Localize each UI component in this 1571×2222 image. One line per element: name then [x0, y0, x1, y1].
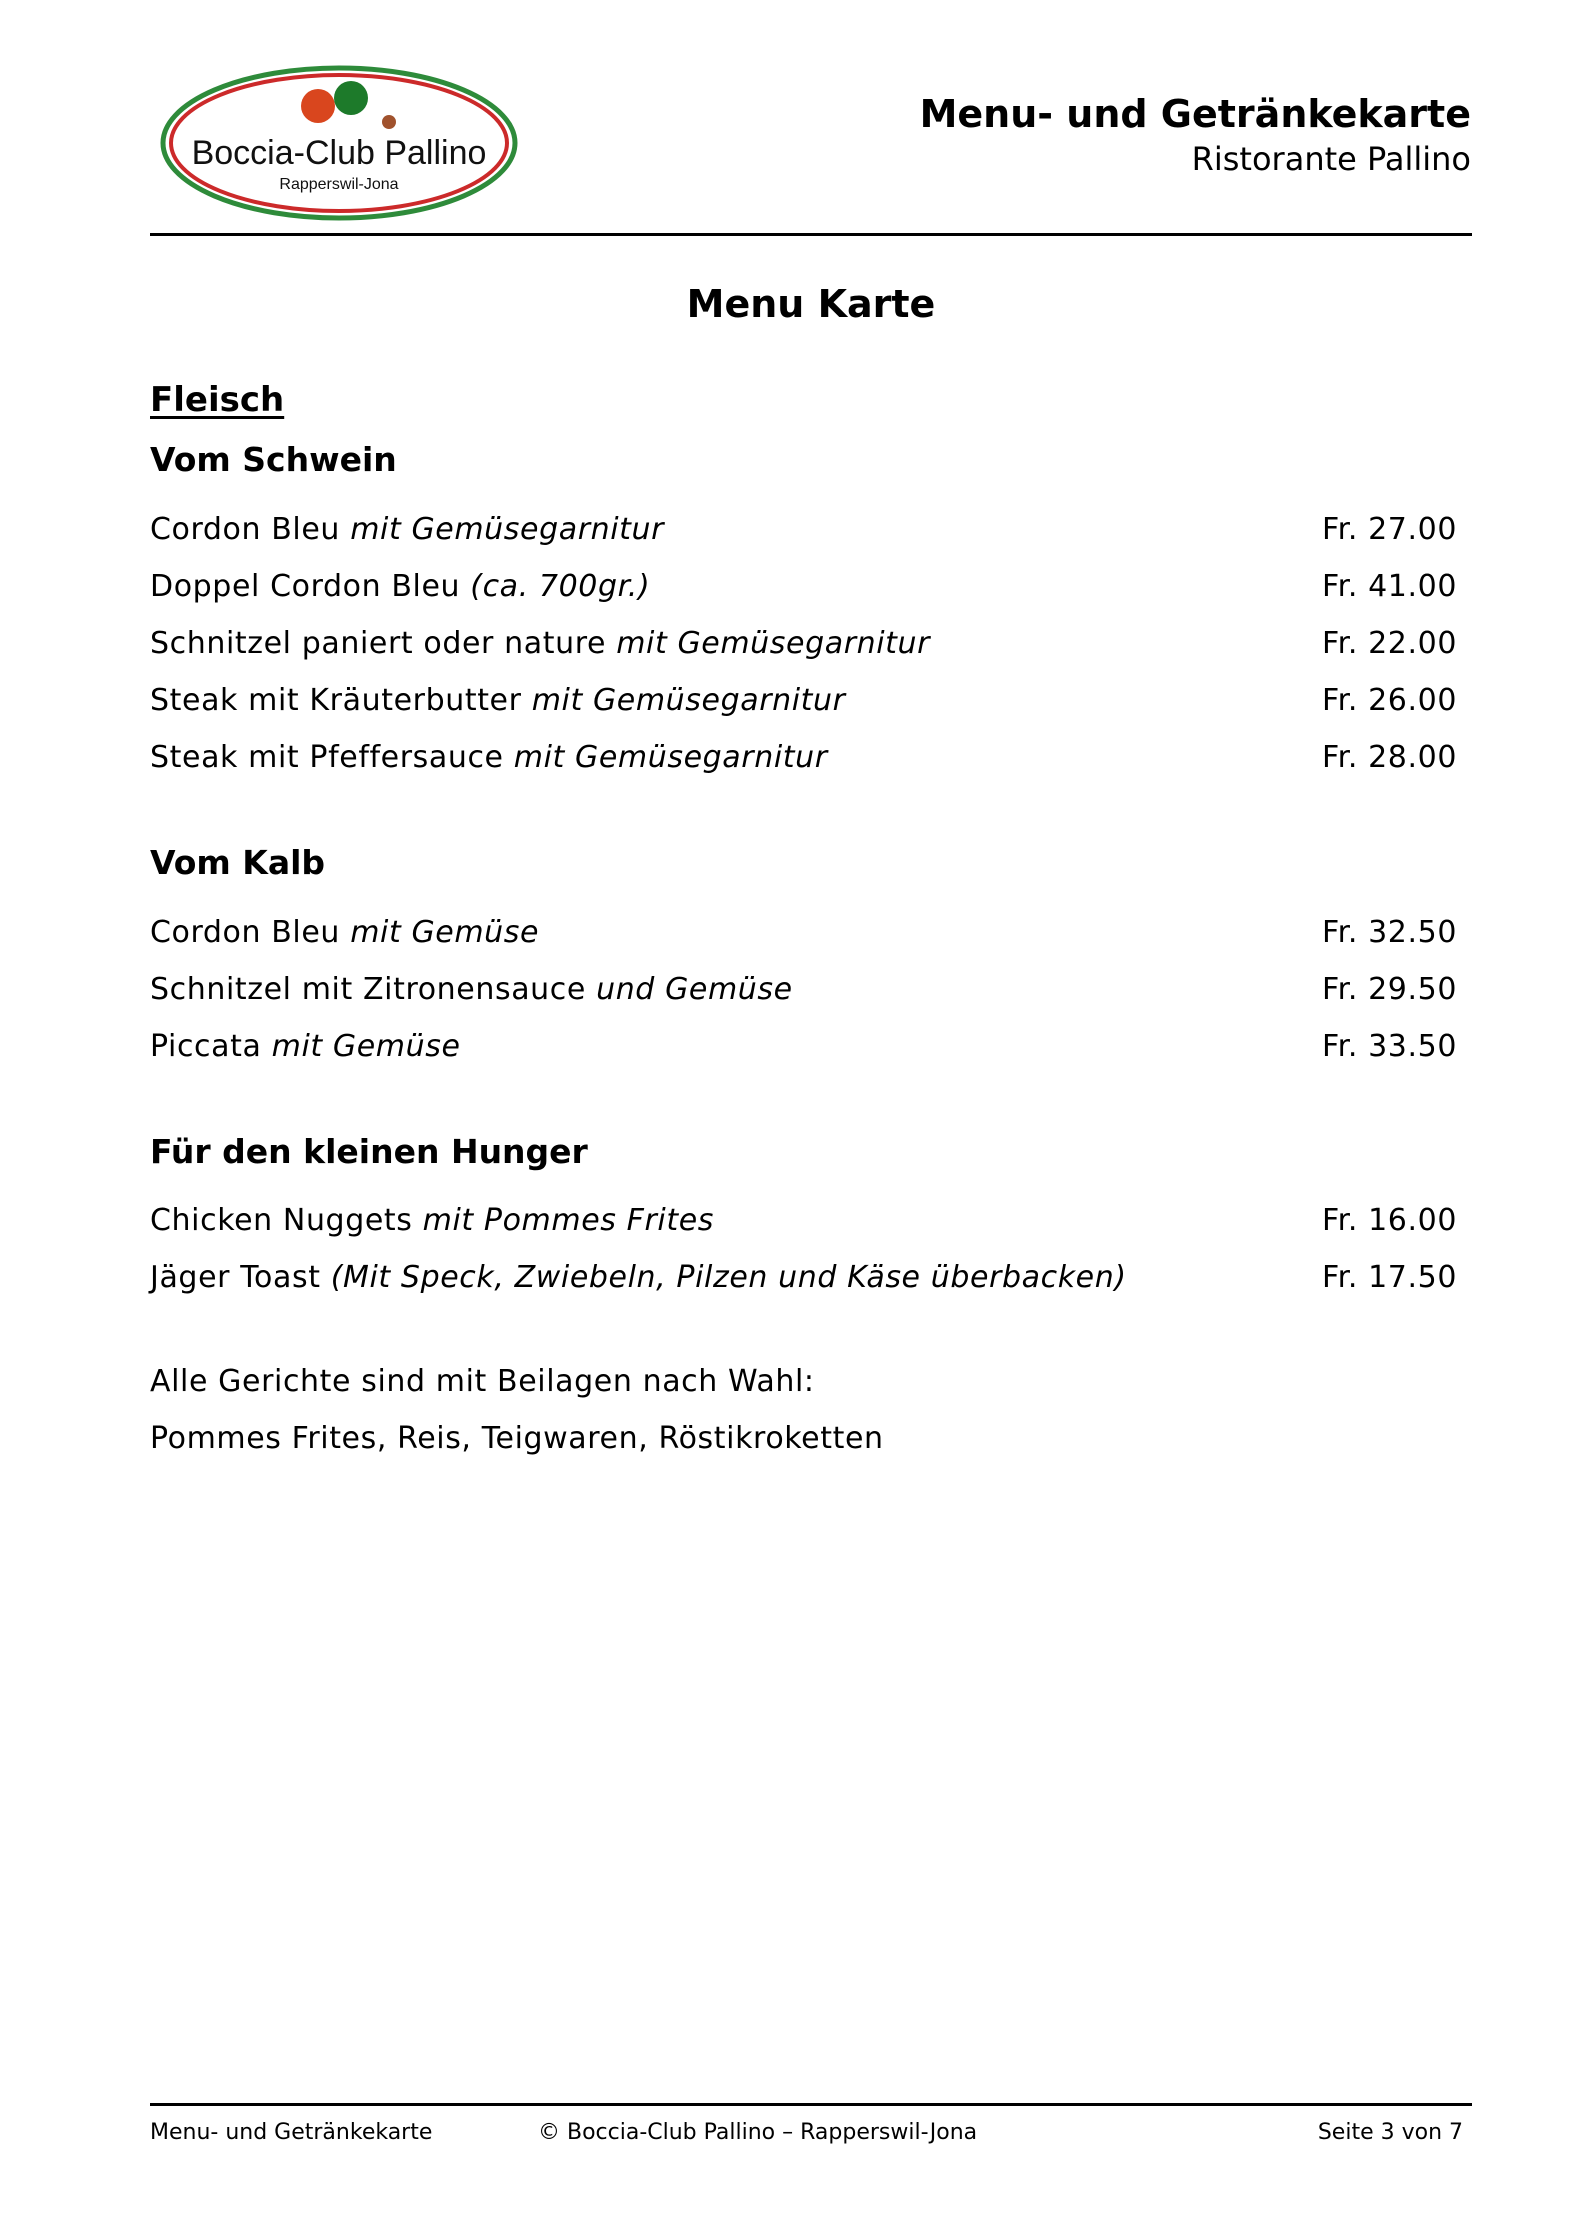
- item-price: Fr. 17.50: [1322, 1260, 1458, 1295]
- header-divider: [150, 233, 1472, 236]
- page-number: Seite 3 von 7: [1317, 2120, 1463, 2145]
- item-name: Steak mit Pfeffersauce: [150, 740, 504, 775]
- item-detail: mit Gemüsegarnitur: [350, 512, 665, 547]
- item-label: [150, 512, 664, 547]
- item-detail: (ca. 700gr.): [470, 569, 651, 604]
- item-detail: mit Gemüsegarnitur: [616, 626, 931, 661]
- header-subtitle: Ristorante Pallino: [1191, 140, 1471, 178]
- item-label: [150, 1203, 714, 1238]
- item-label: [150, 569, 650, 604]
- item-label: [150, 740, 828, 775]
- menu-item: [150, 1260, 1458, 1304]
- footer-left: Menu- und Getränkekarte: [150, 2120, 433, 2145]
- item-detail: mit Gemüsegarnitur: [513, 740, 828, 775]
- item-name: Schnitzel mit Zitronensauce: [150, 972, 586, 1007]
- item-name: Schnitzel paniert oder nature: [150, 626, 607, 661]
- logo-pallino-ball: [382, 115, 396, 129]
- footer-copyright: © Boccia-Club Pallino – Rapperswil-Jona: [538, 2120, 978, 2145]
- menu-item: [150, 1203, 1458, 1247]
- item-detail: (Mit Speck, Zwiebeln, Pilzen und Käse überbacken): [330, 1260, 1127, 1295]
- item-detail: mit Gemüsegarnitur: [531, 683, 846, 718]
- item-name: Cordon Bleu: [150, 915, 341, 950]
- header-title: Menu- und Getränkekarte: [919, 92, 1471, 136]
- item-price: Fr. 28.00: [1322, 740, 1458, 775]
- item-label: [150, 683, 846, 718]
- logo-graphic: [158, 60, 520, 222]
- menu-item: [150, 740, 1458, 784]
- item-price: Fr. 27.00: [1322, 512, 1458, 547]
- category-heading: Fleisch: [150, 380, 285, 420]
- item-price: Fr. 22.00: [1322, 626, 1458, 661]
- logo-red-ball: [301, 89, 335, 123]
- side-dish-options: Pommes Frites, Reis, Teigwaren, Röstikroketten: [150, 1421, 884, 1456]
- section-heading-schwein: Vom Schwein: [150, 440, 397, 479]
- item-label: [150, 972, 793, 1007]
- item-price: Fr. 29.50: [1322, 972, 1458, 1007]
- item-detail: mit Gemüse: [350, 915, 540, 950]
- item-price: Fr. 32.50: [1322, 915, 1458, 950]
- item-label: [150, 1029, 461, 1064]
- item-detail: und Gemüse: [596, 972, 793, 1007]
- item-name: Cordon Bleu: [150, 512, 341, 547]
- section-heading-kalb: Vom Kalb: [150, 843, 326, 882]
- menu-item: [150, 626, 1458, 670]
- item-label: [150, 915, 539, 950]
- item-detail: mit Pommes Frites: [422, 1203, 714, 1238]
- item-name: Chicken Nuggets: [150, 1203, 413, 1238]
- item-name: Piccata: [150, 1029, 262, 1064]
- menu-item: [150, 683, 1458, 727]
- footer-divider: [150, 2103, 1472, 2106]
- item-label: [150, 626, 930, 661]
- logo-location: Rapperswil-Jona: [279, 176, 399, 193]
- item-price: Fr. 33.50: [1322, 1029, 1458, 1064]
- side-dish-note: Alle Gerichte sind mit Beilagen nach Wahl:: [150, 1364, 815, 1399]
- section-heading-kleiner-hunger: Für den kleinen Hunger: [150, 1132, 588, 1171]
- menu-item: [150, 569, 1458, 613]
- item-price: Fr. 16.00: [1322, 1203, 1458, 1238]
- menu-item: [150, 1029, 1458, 1073]
- item-price: Fr. 26.00: [1322, 683, 1458, 718]
- item-name: Jäger Toast: [150, 1260, 321, 1295]
- item-price: Fr. 41.00: [1322, 569, 1458, 604]
- item-label: [150, 1260, 1127, 1295]
- menu-item: [150, 972, 1458, 1016]
- club-logo: [158, 60, 520, 222]
- menu-item: [150, 915, 1458, 959]
- logo-green-ball: [334, 81, 368, 115]
- logo-club-name: Boccia-Club Pallino: [191, 134, 487, 172]
- page-title: Menu Karte: [686, 282, 936, 326]
- menu-item: [150, 512, 1458, 556]
- item-name: Doppel Cordon Bleu: [150, 569, 461, 604]
- item-name: Steak mit Kräuterbutter: [150, 683, 522, 718]
- item-detail: mit Gemüse: [271, 1029, 461, 1064]
